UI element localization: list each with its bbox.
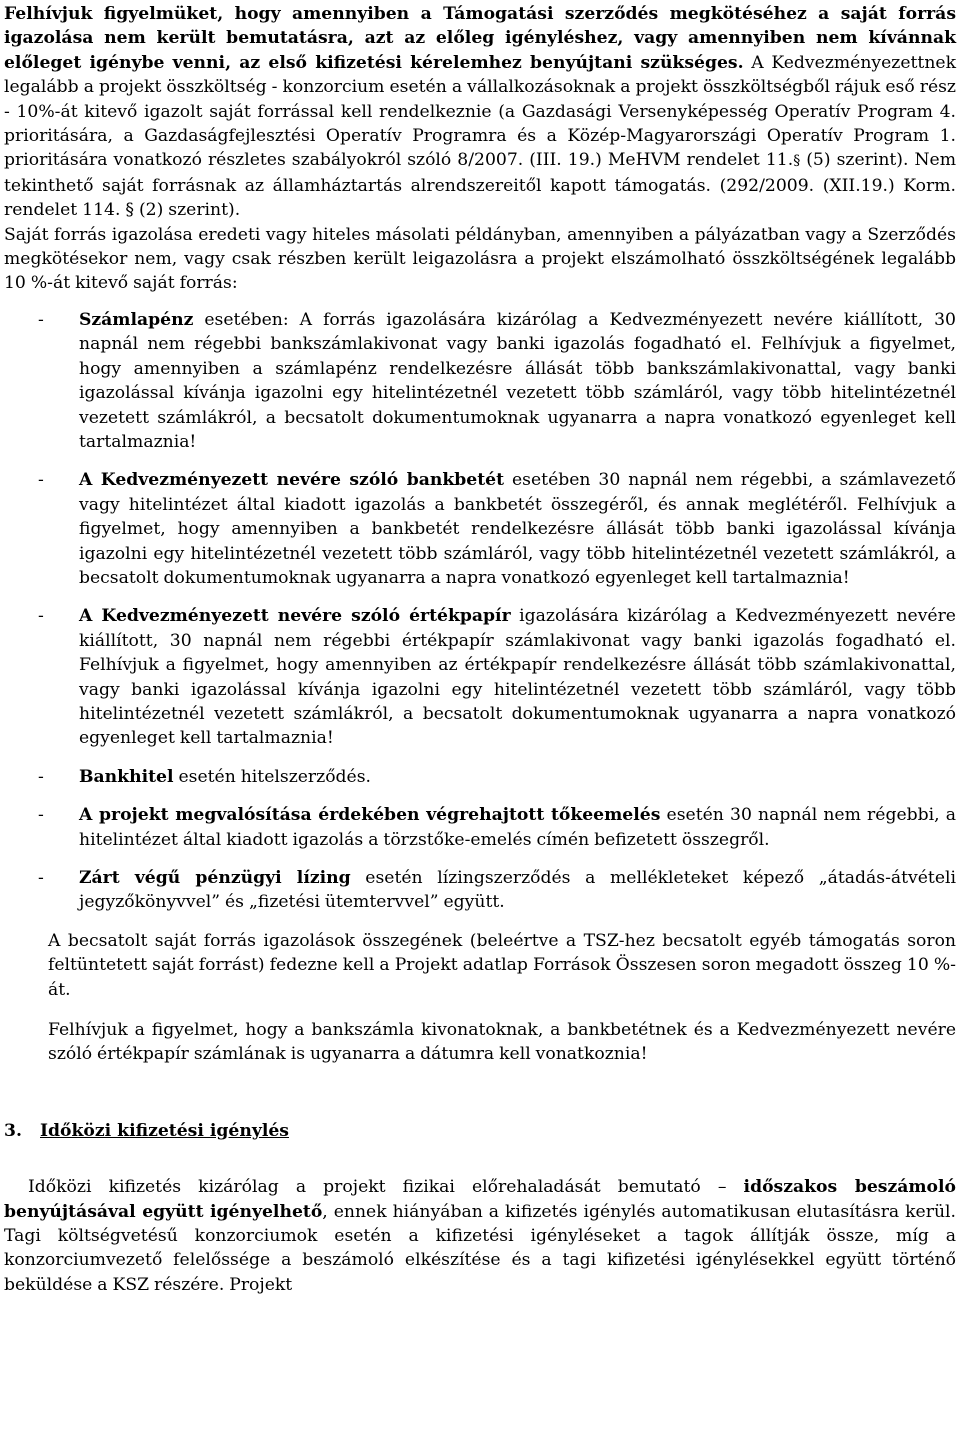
document-page xyxy=(4,2,956,1297)
list-item-text: esetén 30 napnál nem régebbi, a hitelintézet által kiadott igazolás a törzstőke-emelés címén befizetett összegről. xyxy=(79,805,956,850)
list-item-term: Bankhitel xyxy=(79,766,174,787)
list-item-text: esetében: A forrás igazolására kizárólag a Kedvezményezett nevére kiállított, 30 napnál nem régebbi bankszámlakivonat vagy banki igazolás fogadható el. Felhívjuk a figyelmet, hogy amennyiben a számlapénz rendelkezésre állását több bankszámlakivonattal, vagy banki igazolással kívánja igazolni egy hitelintézetnél vezetett több számláról, vagy több hitelintézetnél vezetett számlákról, a becsatolt dokumentumoknak ugyanarra a napra vonatkozó egyenleget kell tartalmaznia! xyxy=(79,309,956,452)
own-source-proof-paragraph: Saját forrás igazolása eredeti vagy hiteles másolati példányban, amennyiben a pályázatban vagy a Szerződés megkötésekor nem, vagy csak részben került leigazolásra a projekt elszámolható összköltségének legalább 10 %-át kitevő saját forrás: xyxy=(4,224,956,294)
list-dash: - xyxy=(38,470,44,491)
list-item xyxy=(4,468,956,590)
coverage-paragraph: A becsatolt saját forrás igazolások összegének (beleértve a TSZ-hez becsatolt egyéb támogatás soron feltüntetett saját forrást) fedezne kell a Projekt adatlap Források Összesen soron megadott összeg 10 %-át. xyxy=(48,930,956,1000)
list-item xyxy=(4,604,956,750)
list-item-text: esetén lízingszerződés a mellékleteket képező „átadás-átvételi jegyzőkönyvvel” és „fizetési ütemtervvel” együtt. xyxy=(79,868,956,913)
list-item-term: A projekt megvalósítása érdekében végrehajtott tőkeemelés xyxy=(79,805,661,826)
list-item-text: esetében 30 napnál nem régebbi, a számlavezető vagy hitelintézet által kiadott igazolás a bankbetét összegéről, és annak meglétéről. Felhívjuk a figyelmet, hogy amennyiben a bankbetét rendelkezésre állását több banki igazolással kívánja igazolni egy hitelintézetnél vezetett több számláról, vagy több hitelintézetnél vezetett számlákról, a becsatolt dokumentumoknak ugyanarra a napra vonatkozó egyenleget kell tartalmaznia! xyxy=(79,470,956,588)
same-date-paragraph: Felhívjuk a figyelmet, hogy a bankszámla kivonatoknak, a bankbetétnek és a Kedvezményezett nevére szóló értékpapír számlának is ugyanarra a dátumra kell vonatkoznia! xyxy=(48,1020,956,1065)
list-dash: - xyxy=(38,606,44,627)
intro-bold-notice: Felhívjuk figyelmüket, hogy amennyiben a Támogatási szerződés megkötéséhez a saját forrás igazolása nem került bemutatásra, azt az előleg igényléshez, vagy amennyiben nem kívánnak előleget igénybe venni, az első kifizetési kérelemhez benyújtani szükséges. xyxy=(4,4,956,73)
intro-requirement-text-cont: (5) szerint). Nem tekinthető saját forrásnak az államháztartás alrendszereitől kapott támogatás. (292/2009. (XII.19.) Korm. rendelet 114. § (2) szerint). xyxy=(4,150,956,221)
interim-payment-text: Időközi kifizetés kizárólag a projekt fizikai előrehaladását bemutató – xyxy=(28,1177,744,1198)
list-item-term: Zárt végű pénzügyi lízing xyxy=(79,868,351,888)
list-item xyxy=(4,866,956,915)
intro-paragraph xyxy=(4,2,956,223)
list-dash: - xyxy=(38,805,44,826)
list-item-term: A Kedvezményezett nevére szóló bankbetét xyxy=(79,470,505,491)
list-item xyxy=(4,765,956,789)
section-title: Időközi kifizetési igénylés xyxy=(40,1120,289,1141)
list-item-text: igazolására kizárólag a Kedvezményezett nevére kiállított, 30 napnál nem régebbi értékpapír számlakivonat vagy banki igazolás fogadható el. Felhívjuk a figyelmet, hogy amennyiben az értékpapír rendelkezésre állását több számlakivonattal, vagy banki igazolással kívánja igazolni egy hitelintézetnél vezetett több számláról, vagy több hitelintézetnél vezetett számlákról, a becsatolt dokumentumoknak ugyanarra a napra vonatkozó egyenleget kell tartalmaznia! xyxy=(79,606,956,749)
list-item xyxy=(4,308,956,454)
interim-payment-bold: időszakos beszámoló benyújtásával együtt igényelhető xyxy=(4,1177,956,1222)
list-dash: - xyxy=(38,868,44,888)
list-dash: - xyxy=(38,309,44,330)
list-dash: - xyxy=(38,766,44,787)
list-item xyxy=(4,803,956,852)
interim-payment-paragraph xyxy=(4,1175,956,1297)
intro-requirement-text: A Kedvezményezettnek legalább a projekt összköltség - konzorcium esetén a vállalkozásoknak a projekt összköltségből rájuk eső rész - 10%-át kitevő igazolt saját forrással kell rendelkeznie (a Gazdasági Versenyképesség Operatív Program 4. prioritására, a Gazdaságfejlesztési Operatív Programra és a Közép-Magyarországi Operatív Program 1. prioritására vonatkozó részletes szabályokról szóló 8/2007. (III. 19.) MeHVM rendelet 11. xyxy=(4,52,956,171)
section-number: 3. xyxy=(4,1120,22,1141)
section-symbol: § xyxy=(793,153,801,170)
list-item-term: Számlapénz xyxy=(79,309,194,330)
list-item-text: esetén hitelszerződés. xyxy=(173,766,372,787)
interim-payment-text-cont: , ennek hiányában a kifizetés igénylés automatikusan elutasításra kerül. Tagi költségvetésű konzorciumok esetén a kifizetési igényléseket a tagok állítják össze, míg a konzorciumvezető felelőssége a beszámoló elkészítése és a tagi kifizetési igénylésekkel együtt történő beküldése a KSZ részére. Projekt xyxy=(4,1201,956,1295)
list-item-term: A Kedvezményezett nevére szóló értékpapír xyxy=(79,606,511,627)
section-heading xyxy=(4,1119,956,1143)
proof-types-list xyxy=(4,308,956,915)
